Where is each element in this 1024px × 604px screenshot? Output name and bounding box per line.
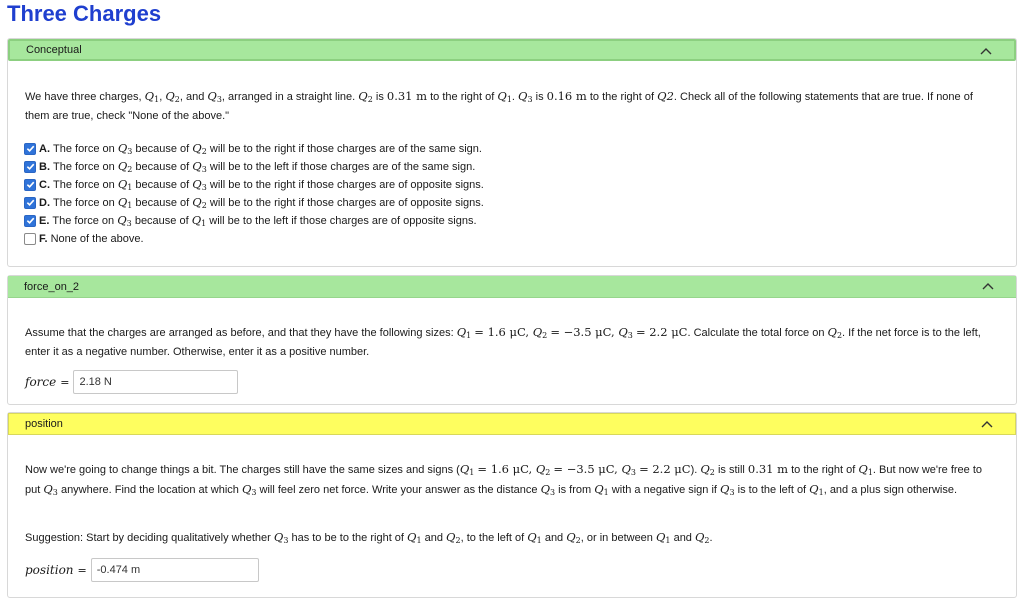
checkbox[interactable] xyxy=(24,215,36,227)
choice-text: None of the above. xyxy=(50,232,144,245)
checkmark-icon xyxy=(26,198,35,207)
conceptual-header[interactable] xyxy=(8,39,1016,61)
position-answer-row xyxy=(25,558,259,582)
chevron-up-icon[interactable] xyxy=(980,46,992,56)
position-equals: = xyxy=(77,563,87,577)
position-header[interactable] xyxy=(8,413,1016,435)
position-label: position xyxy=(25,563,74,577)
choice-letter: A. xyxy=(39,142,50,155)
conceptual-section xyxy=(7,38,1017,267)
choice-letter: B. xyxy=(39,160,50,173)
checkmark-icon xyxy=(26,180,35,189)
checkbox[interactable] xyxy=(24,233,36,245)
checkbox[interactable] xyxy=(24,143,36,155)
force-equals: = xyxy=(60,375,70,389)
position-section xyxy=(7,412,1017,598)
choice-e[interactable] xyxy=(24,212,477,229)
checkbox[interactable] xyxy=(24,197,36,209)
checkmark-icon xyxy=(26,144,35,153)
position-header-label: position xyxy=(25,418,63,430)
conceptual-header-label: Conceptual xyxy=(26,44,82,56)
chevron-up-icon[interactable] xyxy=(982,281,994,291)
force-label: force xyxy=(25,375,57,389)
choice-text: The force on $Q_1$ because of $Q_3$ will be to the right if those charges are of opposite signs. xyxy=(53,177,484,192)
checkmark-icon xyxy=(26,162,35,171)
force-section xyxy=(7,275,1017,405)
force-header-label: force_on_2 xyxy=(24,280,80,293)
choice-letter: F. xyxy=(39,232,48,245)
choice-f[interactable] xyxy=(24,230,144,247)
checkmark-icon xyxy=(26,216,35,225)
chevron-up-icon[interactable] xyxy=(981,419,993,429)
force-answer-row xyxy=(25,370,238,394)
force-prompt: Assume that the charges are arranged as before, and that they have the following sizes: $Q_1 = 1.6$ μC, $Q_2 = -3.5$ μC, $Q_3 = 2.2$ μC. Calculate the total force on $Q_2$. If the net force is to the left, enter it as a negative number. Otherwise, enter it as a positive number. xyxy=(25,325,981,358)
position-prompt: Now we're going to change things a bit. The charges still have the same sizes and signs ($Q_1 = 1.6$ μC, $Q_2 = -3.5$ μC, $Q_3 = 2.2$ μC). $Q_2$ is still 0.31 m to the right of $Q_1$. But now we're free to put $Q_3$ anywhere. Find the location at which $Q_3$ will feel zero net force. Write your answer as the distance $Q_3$ is from $Q_1$ with a negative sign if $Q_3$ is to the left of $Q_1$, and a plus sign otherwise. xyxy=(25,462,983,497)
choice-text: The force on $Q_2$ because of $Q_3$ will be to the left if those charges are of the same sign. xyxy=(53,159,476,174)
choice-letter: E. xyxy=(39,214,50,227)
choice-letter: C. xyxy=(39,178,50,191)
choice-letter: D. xyxy=(39,196,50,209)
checkbox[interactable] xyxy=(24,161,36,173)
checkbox[interactable] xyxy=(24,179,36,191)
choice-d[interactable] xyxy=(24,194,484,211)
page-title: Three Charges xyxy=(7,1,162,26)
choice-text: The force on $Q_3$ because of $Q_1$ will be to the left if those charges are of opposite signs. xyxy=(52,213,477,228)
choice-text: The force on $Q_3$ because of $Q_2$ will be to the right if those charges are of the same sign. xyxy=(53,141,482,156)
conceptual-prompt: We have three charges, $Q_1$, $Q_2$, and $Q_3$, arranged in a straight line. $Q_2$ is 0.31 m to the right of $Q_1$. $Q_3$ is 0.16 m to the right of Q2. Check all of the following statements that are true. If none of them are true, check "None of the above." xyxy=(25,89,973,122)
choice-c[interactable] xyxy=(24,176,484,193)
position-suggestion: Suggestion: Start by deciding qualitatively whether $Q_3$ has to be to the right of $Q_1$ and $Q_2$, to the left of $Q_1$ and $Q_2$, or in between $Q_1$ and $Q_2$. xyxy=(25,530,713,545)
force-input[interactable] xyxy=(73,370,238,394)
choice-a[interactable] xyxy=(24,140,482,157)
force-header[interactable] xyxy=(8,276,1016,298)
choice-text: The force on $Q_1$ because of $Q_2$ will be to the right if those charges are of opposite signs. xyxy=(53,195,484,210)
choice-b[interactable] xyxy=(24,158,475,175)
position-input[interactable] xyxy=(91,558,259,582)
